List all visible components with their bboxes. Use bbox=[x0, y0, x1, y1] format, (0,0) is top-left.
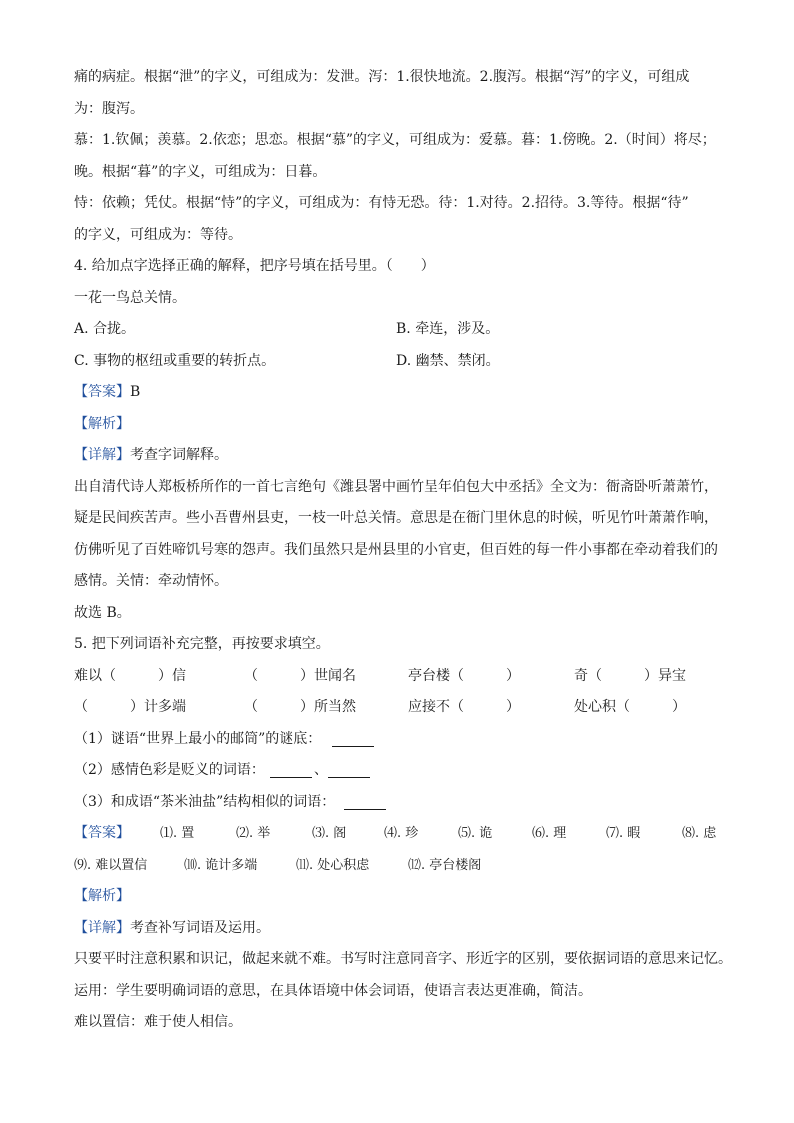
text-line bbox=[74, 944, 734, 976]
text-segment: 仿佛听见了百姓啼饥号寒的怨声。我们虽然只是州县里的小官吏，但百姓的每一件小事都在牵动着我们的 bbox=[74, 541, 718, 558]
text-segment: 晚。根据“暮”的字义，可组成为：日暮。 bbox=[74, 163, 327, 180]
text-line bbox=[74, 409, 734, 441]
text-segment: 疑是民间疾苦声。些小吾曹州县吏，一枝一叶总关情。意思是在衙门里休息的时候，听见竹叶萧萧作响， bbox=[74, 510, 718, 526]
text-segment: 恃：依赖；凭仗。根据“恃”的字义，可组成为：有恃无恐。待：1.对待。2.招待。3.等待。根据“待” bbox=[74, 195, 689, 211]
text-line bbox=[74, 976, 734, 1008]
text-segment: ⑶. 阁 bbox=[312, 826, 347, 841]
text-segment: 考查补写词语及运用。 bbox=[130, 919, 270, 936]
text-segment: （ ）所当然 bbox=[244, 699, 356, 715]
section-label: 【详解】 bbox=[74, 919, 130, 936]
text-line bbox=[74, 377, 734, 409]
text-line bbox=[74, 881, 734, 913]
text-segment: 奇（ ）异宝 bbox=[574, 667, 686, 684]
text-segment: ⑴. 置 bbox=[160, 826, 195, 841]
text-line bbox=[74, 566, 734, 598]
text-segment: （ ）计多端 bbox=[74, 699, 186, 715]
text-segment: ⑸. 诡 bbox=[458, 826, 493, 841]
text-segment: ⑹. 理 bbox=[532, 826, 567, 841]
text-segment: B. 牵连，涉及。 bbox=[396, 321, 500, 337]
section-label: 【详解】 bbox=[74, 447, 130, 463]
text-segment: （1）谜语“世界上最小的邮筒”的谜底： bbox=[74, 730, 322, 747]
text-segment: （2）感情色彩是贬义的词语： bbox=[74, 762, 265, 778]
text-line bbox=[74, 535, 734, 567]
text-segment: （3）和成语“茶米油盐”结构相似的词语： bbox=[74, 793, 336, 810]
text-segment: A. 合拢。 bbox=[74, 321, 136, 337]
section-label: 【解析】 bbox=[74, 888, 130, 904]
text-segment: 故选 B。 bbox=[74, 604, 131, 621]
document-page bbox=[74, 62, 734, 1039]
text-segment: 难以（ ）信 bbox=[74, 667, 186, 684]
text-segment: 4. 给加点字选择正确的解释，把序号填在括号里。（ ） bbox=[74, 258, 435, 274]
text-segment: 感情。关情：牵动情怀。 bbox=[74, 573, 228, 589]
text-line bbox=[74, 629, 734, 661]
text-line bbox=[74, 724, 734, 756]
answer-blank bbox=[344, 795, 386, 810]
text-segment: ⑾. 处心积虑 bbox=[296, 857, 370, 873]
text-segment: （ ）世闻名 bbox=[244, 667, 356, 684]
text-line bbox=[74, 346, 734, 378]
text-segment: ⑵. 举 bbox=[236, 826, 271, 841]
text-line bbox=[74, 1007, 734, 1039]
section-label: 【答案】 bbox=[74, 825, 130, 841]
text-segment: 考查字词解释。 bbox=[130, 447, 228, 463]
text-segment: ⑼. 难以置信 bbox=[74, 857, 148, 873]
text-line bbox=[74, 157, 734, 189]
text-segment: C. 事物的枢纽或重要的转折点。 bbox=[74, 352, 276, 369]
text-segment: 运用：学生要明确词语的意思，在具体语境中体会词语，使语言表达更准确，简洁。 bbox=[74, 982, 592, 999]
text-line bbox=[74, 314, 734, 346]
text-segment: 、 bbox=[314, 762, 328, 778]
section-label: 【解析】 bbox=[74, 415, 130, 432]
text-line bbox=[74, 787, 734, 819]
text-segment: 应接不（ ） bbox=[408, 699, 520, 715]
text-line bbox=[74, 440, 734, 472]
text-line bbox=[74, 472, 734, 504]
text-segment: 出自清代诗人郑板桥所作的一首七言绝句《潍县署中画竹呈年伯包大中丞括》全文为：衙斋卧听萧萧竹， bbox=[74, 478, 718, 495]
text-line bbox=[74, 188, 734, 220]
text-segment: B bbox=[130, 384, 141, 400]
text-segment: 5. 把下列词语补充完整，再按要求填空。 bbox=[74, 636, 330, 652]
text-line bbox=[74, 251, 734, 283]
text-line bbox=[74, 755, 734, 787]
answer-blank bbox=[270, 763, 312, 778]
text-segment: 痛的病症。根据“泄”的字义，可组成为：发泄。泻：1.很快地流。2.腹泻。根据“泻”的字义，可组成 bbox=[74, 69, 690, 85]
text-line bbox=[74, 850, 734, 882]
text-segment: ⑺. 暇 bbox=[606, 826, 641, 841]
text-segment: D. 幽禁、禁闭。 bbox=[396, 352, 500, 369]
text-line bbox=[74, 818, 734, 850]
text-line bbox=[74, 661, 734, 693]
text-segment: 处心积（ ） bbox=[574, 699, 686, 715]
text-segment: 的字义，可组成为：等待。 bbox=[74, 226, 242, 243]
text-segment: 一花一鸟总关情。 bbox=[74, 289, 186, 306]
text-segment: ⑽. 诡计多端 bbox=[184, 857, 258, 873]
text-line bbox=[74, 913, 734, 945]
text-segment: 只要平时注意积累和识记，做起来就不难。书写时注意同音字、形近字的区别，要依据词语的意思来记忆。 bbox=[74, 951, 732, 967]
answer-blank bbox=[328, 763, 370, 778]
text-segment: ⑻. 虑 bbox=[682, 826, 717, 841]
text-segment: 慕：1.钦佩；羡慕。2.依恋；思恋。根据“慕”的字义，可组成为：爱慕。暮：1.傍晚。2.（时间）将尽； bbox=[74, 132, 716, 148]
text-line bbox=[74, 62, 734, 94]
text-line bbox=[74, 692, 734, 724]
section-label: 【答案】 bbox=[74, 384, 130, 400]
text-segment: 亭台楼（ ） bbox=[408, 667, 520, 684]
text-segment: 难以置信：难于使人相信。 bbox=[74, 1014, 242, 1030]
text-line bbox=[74, 503, 734, 535]
text-segment: 为：腹泻。 bbox=[74, 100, 144, 117]
answer-blank bbox=[332, 732, 374, 747]
text-segment: ⑿. 亭台楼阁 bbox=[408, 857, 482, 873]
text-line bbox=[74, 94, 734, 126]
text-line bbox=[74, 598, 734, 630]
text-line bbox=[74, 220, 734, 252]
text-line bbox=[74, 125, 734, 157]
text-segment: ⑷. 珍 bbox=[384, 826, 419, 841]
text-line bbox=[74, 283, 734, 315]
